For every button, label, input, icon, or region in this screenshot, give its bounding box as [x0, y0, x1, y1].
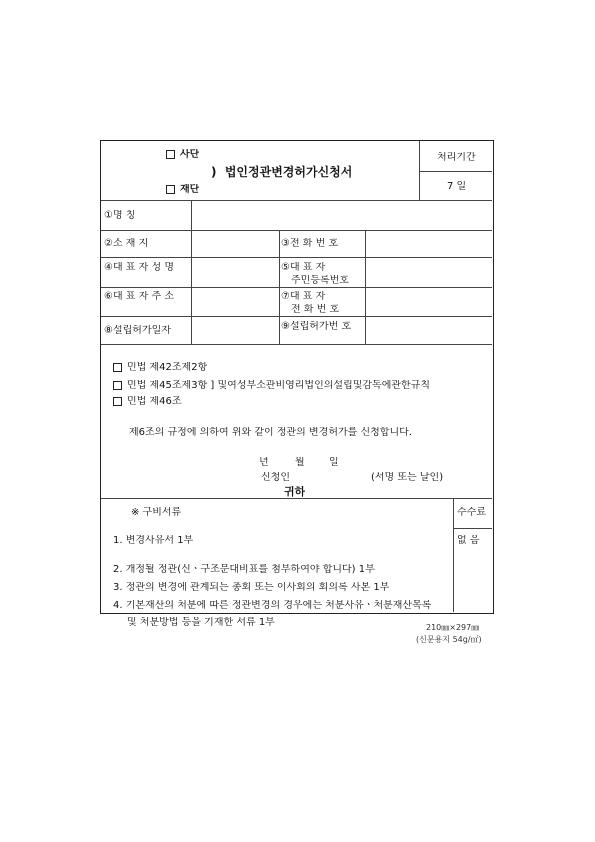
divider [101, 230, 492, 231]
check-label: 사단 [180, 149, 200, 160]
address-field[interactable] [193, 232, 277, 256]
paper-type: (신문용지 54g/㎡) [416, 635, 482, 644]
law-text: 민법 제46조 [127, 396, 182, 407]
check-corporation-society[interactable] [166, 149, 199, 161]
rep-id-label-1: ⑤대 표 자 [281, 262, 326, 273]
law-item[interactable] [113, 362, 207, 374]
divider [419, 141, 420, 200]
statement: 제6조의 규정에 의하여 위와 같이 정관의 변경허가를 신청합니다. [129, 427, 412, 438]
divider [101, 287, 492, 288]
divider [101, 200, 492, 201]
required-docs-header: ※ 구비서류 [131, 507, 182, 518]
fee-label: 수수료 [457, 507, 486, 518]
address-label: ②소 재 지 [104, 238, 149, 249]
rep-name-field[interactable] [193, 259, 277, 286]
rep-id-label-2: 주민등록번호 [291, 275, 349, 286]
rep-name-label: ④대 표 자 성 명 [104, 262, 174, 273]
divider [101, 316, 492, 317]
law-item[interactable] [113, 396, 182, 408]
rep-address-field[interactable] [193, 289, 277, 315]
divider [191, 200, 192, 344]
doc-item: 4. 기본재산의 처분에 따른 정관변경의 경우에는 처분사유ㆍ처분재산목록 [113, 600, 432, 611]
name-field[interactable] [193, 202, 489, 228]
processing-period-value: 7 일 [447, 181, 467, 192]
form-title: 법인정관변경허가신청서 [224, 165, 353, 179]
law-item[interactable] [113, 380, 430, 392]
date-month: 월 [295, 457, 305, 468]
est-number-field[interactable] [367, 318, 489, 343]
divider [453, 498, 454, 612]
signature-note: (서명 또는 날인) [371, 472, 444, 483]
divider [365, 230, 366, 344]
doc-item: 1. 변경사유서 1부 [113, 535, 194, 546]
paren: ) [211, 165, 217, 179]
est-date-field[interactable] [193, 318, 277, 343]
divider [419, 171, 492, 172]
law-text: 민법 제42조제2항 [127, 362, 208, 373]
checkbox-icon[interactable] [166, 150, 175, 159]
checkbox-icon[interactable] [113, 363, 122, 372]
date-day: 일 [329, 457, 339, 468]
check-corporation-foundation[interactable] [166, 184, 199, 196]
paper-size: 210㎜×297㎜ [426, 623, 480, 632]
processing-period-label: 처리기간 [437, 152, 476, 163]
rep-phone-label-2: 전 화 번 호 [291, 304, 340, 315]
est-number-label: ⑨설립허가번 호 [281, 321, 352, 332]
divider [279, 230, 280, 344]
name-label: ①명 칭 [104, 210, 136, 221]
divider [101, 498, 492, 499]
check-label: 재단 [180, 184, 200, 195]
doc-item: 및 처분방법 등을 기재한 서류 1부 [127, 617, 275, 628]
rep-id-field[interactable] [367, 259, 489, 286]
recipient-label: 귀하 [284, 486, 306, 498]
rep-phone-label-1: ⑦대 표 자 [281, 291, 326, 302]
divider [453, 528, 492, 529]
rep-phone-field[interactable] [367, 289, 489, 315]
est-date-label: ⑧설립허가일자 [104, 325, 171, 336]
doc-item: 2. 개정될 정관(신ㆍ구조문대비표를 첨부하여야 합니다) 1부 [113, 564, 375, 575]
form-title-row [211, 165, 352, 179]
fee-value: 없 음 [457, 535, 480, 546]
divider [101, 344, 492, 345]
checkbox-icon[interactable] [166, 185, 175, 194]
phone-field[interactable] [367, 232, 489, 256]
rep-address-label: ⑥대 표 자 주 소 [104, 291, 174, 302]
law-text: 민법 제45조제3항 ] 및여성부소관비영리법인의설립및감독에관한규칙 [127, 380, 431, 391]
date-year: 년 [259, 457, 269, 468]
checkbox-icon[interactable] [113, 397, 122, 406]
applicant-label: 신청인 [261, 472, 290, 483]
phone-label: ③전 화 번 호 [281, 238, 339, 249]
divider [101, 257, 492, 258]
doc-item: 3. 정관의 변경에 관계되는 총회 또는 이사회의 회의록 사본 1부 [113, 582, 390, 593]
checkbox-icon[interactable] [113, 381, 122, 390]
